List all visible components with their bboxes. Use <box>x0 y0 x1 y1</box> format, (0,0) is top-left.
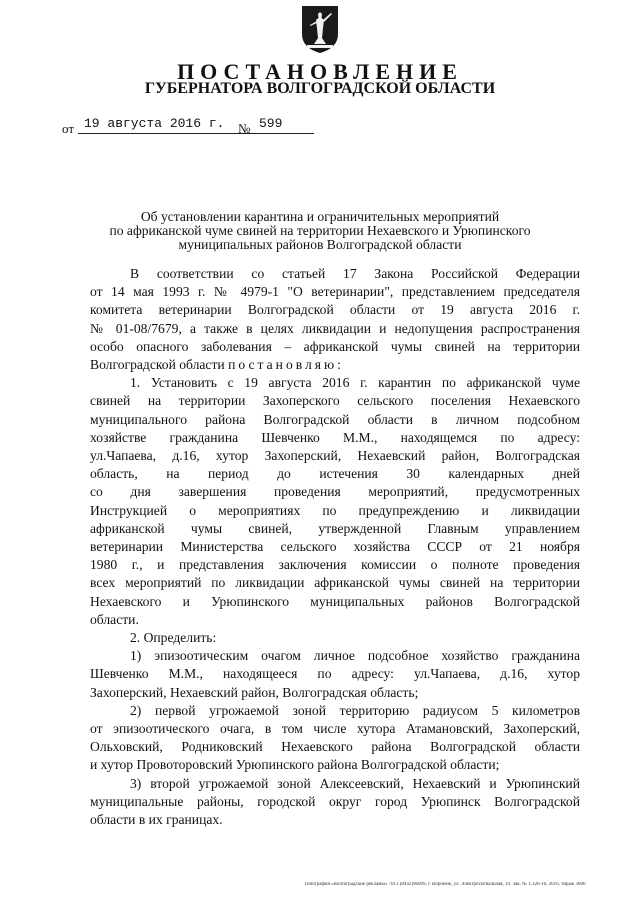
body-line: 1980 г., и представления заключения комиссии о полноте проведения <box>90 557 580 573</box>
body-line: области. <box>90 611 139 627</box>
subject-line: муниципальных районов Волгоградской области <box>178 237 462 252</box>
body-line: 1. Установить с 19 августа 2016 г. карантин по африканской чуме <box>130 375 580 391</box>
number-prefix: № <box>238 121 251 136</box>
document-body <box>90 265 580 829</box>
body-line: всех мероприятий по ликвидации африканской чумы свиней на территории <box>90 575 580 591</box>
body-line: Инструкцией о мероприятиях по предупреждению и ликвидации <box>90 502 580 518</box>
document-subtitle: ГУБЕРНАТОРА ВОЛГОГРАДСКОЙ ОБЛАСТИ <box>144 80 496 97</box>
body-line: Ольховский, Родниковский Нехаевского района Волгоградской области <box>90 739 580 755</box>
body-line: африканской чумы свиней, утвержденной Главным управлением <box>90 520 580 536</box>
decree-line <box>90 356 580 374</box>
item2-heading: 2. Определить: <box>130 630 217 646</box>
printer-imprint: Типография «Волгоградские рекламы» 7013 (8442)96099, г. Воронеж, ул. Электросигнальная, 19. Зак. № Т.326-16, 2016, тираж 3000 <box>304 882 586 887</box>
body-line: ул.Чапаева, д.16, хутор Захоперский, Нехаевский район, Волгоградская <box>90 448 580 464</box>
volgograd-coat-of-arms-icon <box>298 4 342 54</box>
body-line: область, на период до истечения 30 календарных дней <box>90 466 580 482</box>
body-line: Нехаевского и Урюпинского муниципальных районов Волгоградской <box>90 593 580 609</box>
body-line: В соответствии со статьей 17 Закона Российской Федерации <box>130 266 580 281</box>
subject-line: по африканской чуме свиней на территории Нехаевского и Урюпинского <box>109 223 531 238</box>
body-line: Захоперский, Нехаевский район, Волгоградская область; <box>90 684 419 700</box>
body-line: от эпизоотического очага, в том числе хутора Атамановский, Захоперский, <box>90 721 580 737</box>
date-underline <box>78 133 262 134</box>
body-line: Шевченко М.М., находящееся по адресу: ул.Чапаева, д.16, хутор <box>90 666 580 682</box>
document-subject <box>40 210 600 252</box>
body-line: хозяйстве гражданина Шевченко М.М., находящемся по адресу: <box>90 429 580 445</box>
subject-line: Об установлении карантина и ограничительных мероприятий <box>140 209 500 224</box>
body-line: № 01-08/7679, а также в целях ликвидации и недопущения распространения <box>90 320 580 336</box>
body-line: муниципальные районы, городской округ город Урюпинск Волгоградской <box>90 793 580 809</box>
body-line: и хутор Провоторовский Урюпинского района Волгоградской области; <box>90 757 500 773</box>
document-number: 599 <box>259 116 283 131</box>
body-line: от 14 мая 1993 г. № 4979-1 "О ветеринарии", представлением председателя <box>90 284 580 300</box>
body-line: 3) второй угрожаемой зоной Алексеевский, Нехаевский и Урюпинский <box>130 775 580 791</box>
body-line: со дня завершения проведения мероприятий, предусмотренных <box>90 484 580 500</box>
body-line: особо опасного заболевания – африканской чумы свиней на территории <box>90 338 580 354</box>
document-title: ПОСТАНОВЛЕНИЕ <box>177 59 463 84</box>
body-line: 2) первой угрожаемой зоной территорию радиусом 5 километров <box>130 702 580 718</box>
number-underline <box>254 133 314 134</box>
body-line: 1) эпизоотическим очагом личное подсобное хозяйство гражданина <box>130 648 580 664</box>
body-line: свиней на территории Захоперского сельского поселения Нехаевского <box>90 393 580 409</box>
document-date: 19 августа 2016 г. <box>84 116 225 131</box>
decree-prefix: Волгоградской области <box>90 357 225 373</box>
date-prefix: от <box>62 121 75 136</box>
decree-word: постановляю: <box>228 357 344 373</box>
body-line: области в их границах. <box>90 812 223 828</box>
body-line: комитета ветеринарии Волгоградской области от 19 августа 2016 г. <box>90 302 580 318</box>
body-line: муниципального района Волгоградской области в личном подсобном <box>90 411 580 427</box>
body-line: ветеринарии Министерства сельского хозяйства СССР от 21 ноября <box>90 539 580 555</box>
